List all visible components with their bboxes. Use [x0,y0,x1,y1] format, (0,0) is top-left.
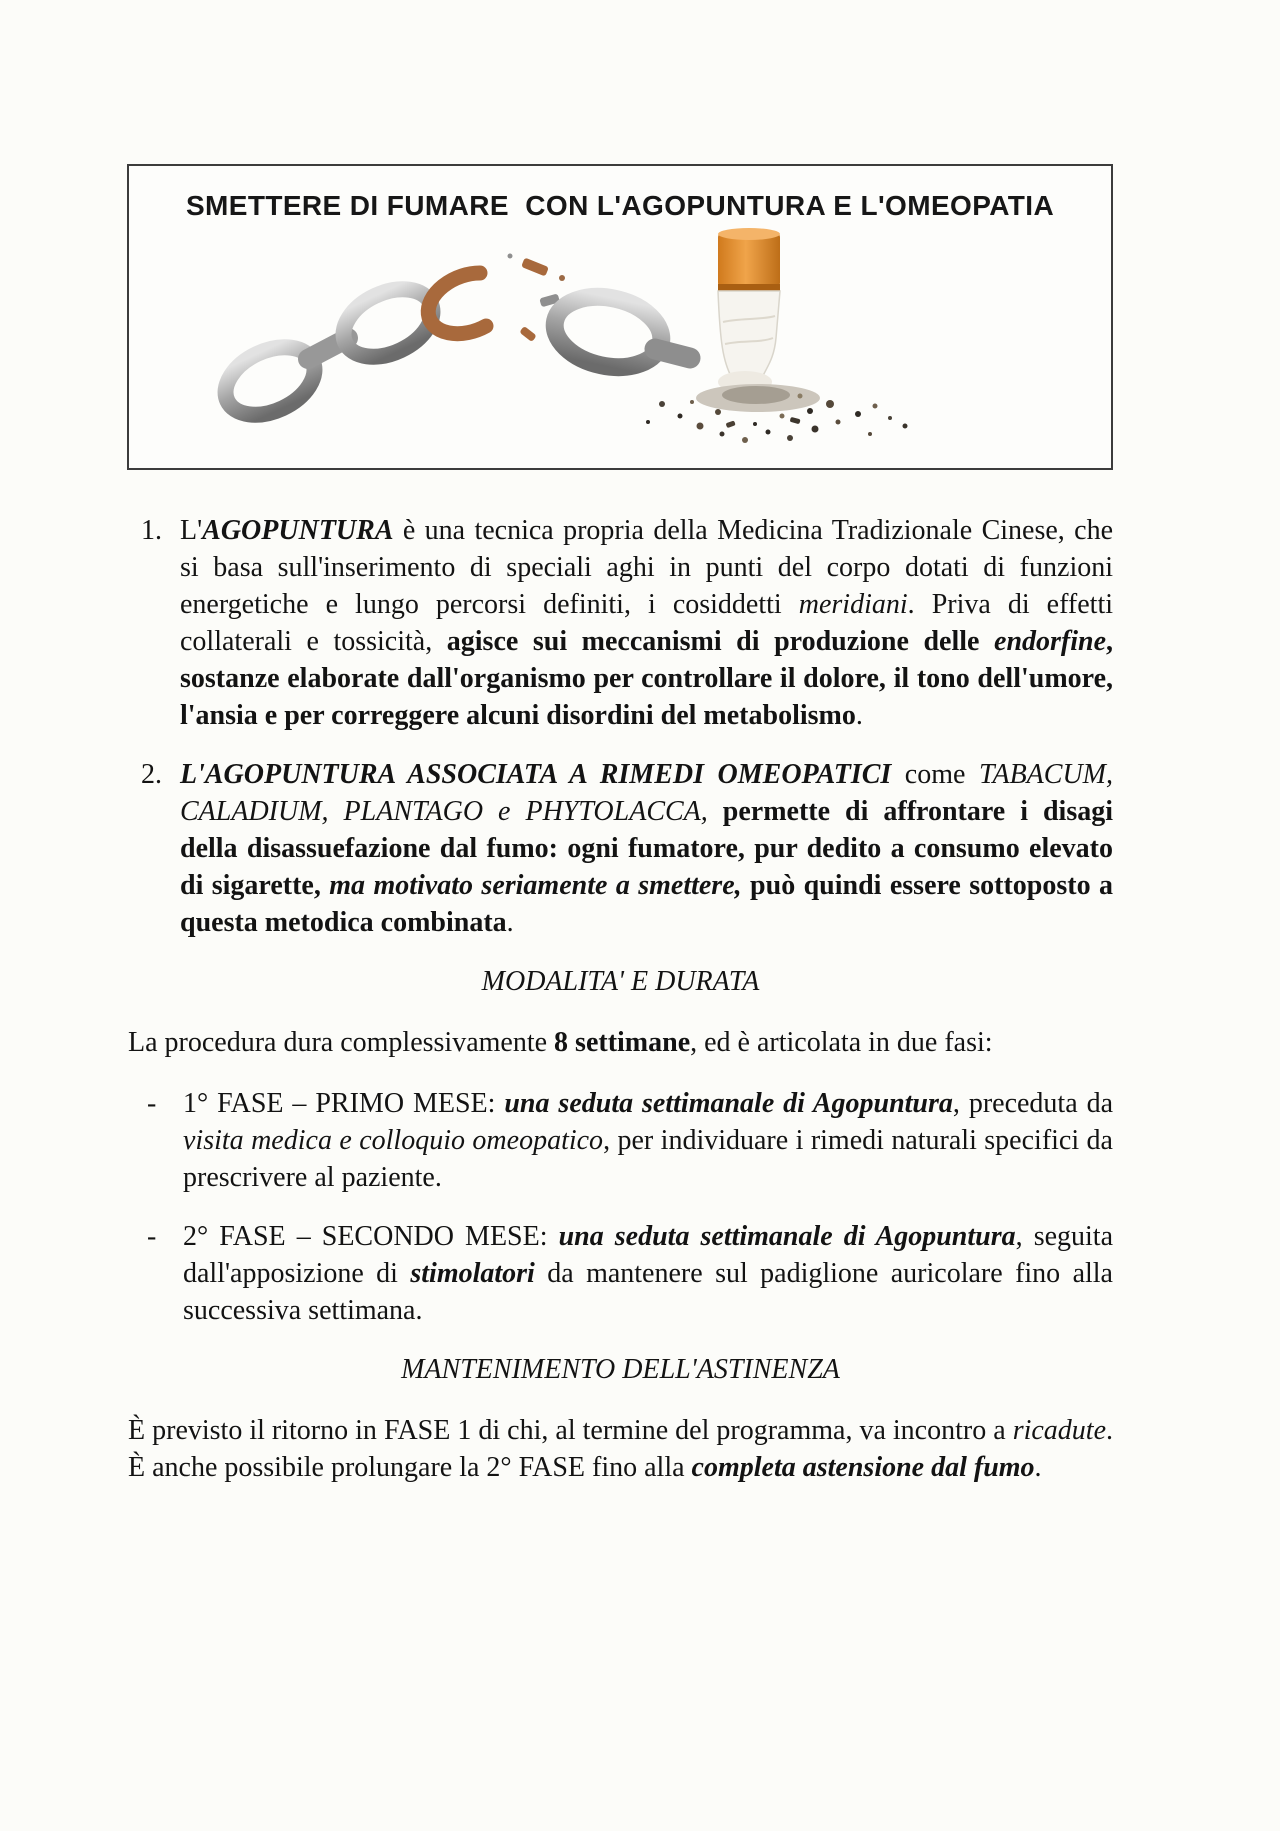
intro-paragraph: La procedura dura complessivamente 8 settimane, ed è articolata in due fasi: [128,1027,993,1058]
ash-debris [646,384,908,443]
document-body [128,512,1113,1510]
chain-cigarette-photo [170,226,1070,454]
item-number: 2. [141,759,162,790]
item-text: 2° FASE – SECONDO MESE: una seduta settimanale di Agopuntura, seguita dall'apposizione di stimolatori da mantenere sul padiglione auricolare fino alla successiva settimana. [183,1221,1114,1326]
dash-item-fase-1 [128,1085,1113,1196]
item-text: 1° FASE – PRIMO MESE: una seduta settimanale di Agopuntura, preceduta da visita medica e colloquio omeopatico, per individuare i rimedi naturali specifici da prescrivere al paziente. [183,1088,1113,1193]
section-heading-mantenimento-astinenza: MANTENIMENTO DELL'ASTINENZA [401,1354,840,1385]
item-text: L'AGOPUNTURA è una tecnica propria della Medicina Tradizionale Cinese, che si basa sull'inserimento di speciali aghi in punti del corpo dotati di funzioni energetiche e lungo percorsi definiti, i cosiddetti meridiani. Priva di effetti collaterali e tossicità, agisce sui meccanismi di produzione delle endorfine, sostanze elaborate dall'organismo per controllare il dolore, il tono dell'umore, l'ansia e per correggere alcuni disordini del metabolismo. [180,515,1114,731]
header-box [127,164,1113,470]
crushed-cigarette-icon [718,228,780,393]
photo-illustration [170,226,1070,454]
item-number: 1. [141,515,162,546]
document-title: SMETTERE DI FUMARE CON L'AGOPUNTURA E L'OMEOPATIA [185,190,1055,221]
dash-marker: - [147,1221,157,1252]
section-heading-modalita-e-durata: MODALITA' E DURATA [481,966,760,997]
numbered-item-2 [128,756,1113,941]
dash-item-fase-2 [128,1218,1113,1329]
item-text: L'AGOPUNTURA ASSOCIATA A RIMEDI OMEOPATICI come TABACUM, CALADIUM, PLANTAGO e PHYTOLACCA, permette di affrontare i disagi della disassuefazione dal fumo: ogni fumatore, pur dedito a consumo elevato di sigarette, ma motivato seriamente a smettere, può quindi essere sottoposto a questa metodica combinata. [180,759,1114,938]
dash-marker: - [147,1088,157,1119]
numbered-item-1 [128,512,1113,734]
broken-chain-icon [215,254,690,429]
closing-paragraph: È previsto il ritorno in FASE 1 di chi, al termine del programma, va incontro a ricadute. È anche possibile prolungare la 2° FASE fino alla completa astensione dal fumo. [128,1415,1113,1483]
